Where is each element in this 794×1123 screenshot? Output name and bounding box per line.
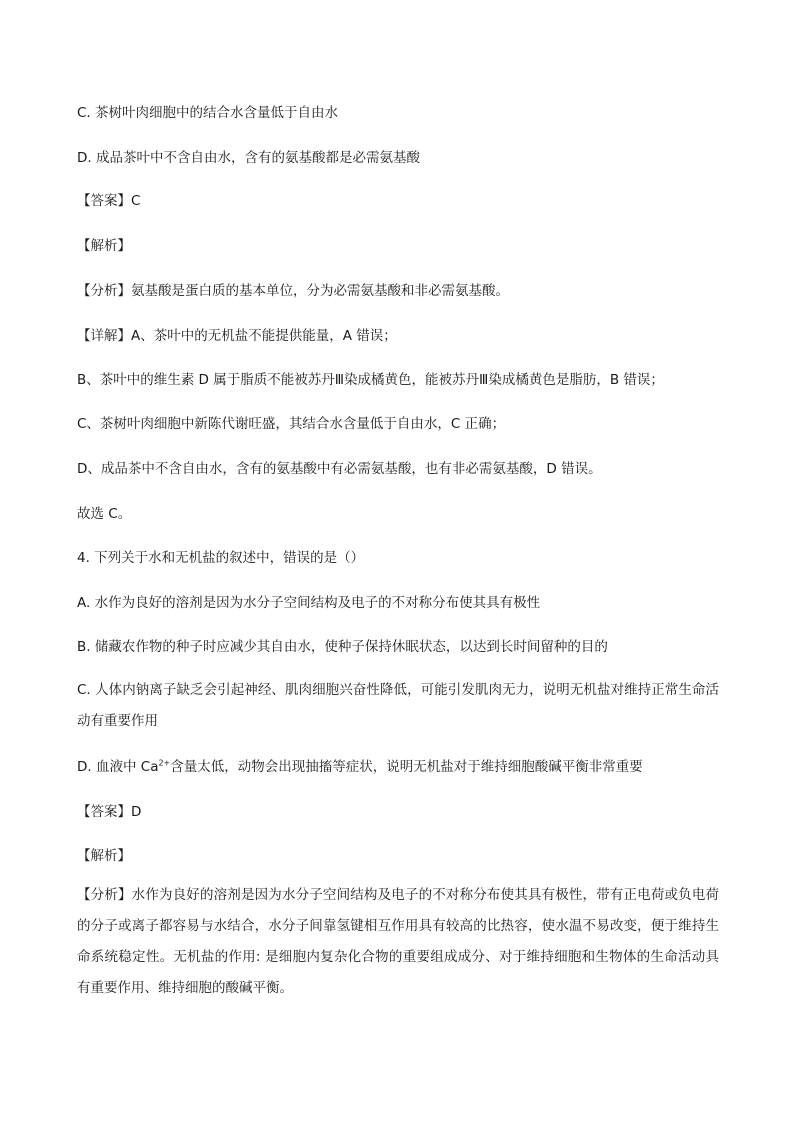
q4-option-d [77,757,643,777]
q4-option-d-after: 含量太低，动物会出现抽搐等症状，说明无机盐对于维持细胞酸碱平衡非常重要 [170,759,643,775]
q3-xiangjie-b: B、茶叶中的维生素 D 属于脂质不能被苏丹Ⅲ染成橘黄色，能被苏丹Ⅲ染成橘黄色是脂肪，B 错误； [77,372,664,388]
q4-option-a: A. 水作为良好的溶剂是因为水分子空间结构及电子的不对称分布使其具有极性 [77,595,541,611]
q3-option-c: C. 茶树叶肉细胞中的结合水含量低于自由水 [77,105,339,121]
q3-conclusion: 故选 C。 [77,506,132,522]
q4-answer: 【答案】D [77,804,142,820]
q3-xiangjie-c: C、茶树叶肉细胞中新陈代谢旺盛，其结合水含量低于自由水，C 正确； [77,416,506,432]
q3-xiangjie-d: D、成品茶中不含自由水，含有的氨基酸中有必需氨基酸，也有非必需氨基酸，D 错误。 [77,461,602,477]
q4-fenxi: 【分析】水作为良好的溶剂是因为水分子空间结构及电子的不对称分布使其具有极性，带有正电荷或负电荷的分子或离子都容易与水结合，水分子间靠氢键相互作用具有较高的比热容，使水温不易改变，便于维持生命系统稳定性。无机盐的作用: 是细胞内复杂化合物的重要组成成分、对于维持细胞和生物体的生命活动具有重要作用、维持细胞的酸碱平衡。 [77,887,719,996]
q4-option-c: C. 人体内钠离子缺乏会引起神经、肌肉细胞兴奋性降低，可能引发肌肉无力，说明无机盐对维持正常生命活动有重要作用 [77,682,719,729]
calcium-charge-superscript: 2+ [158,758,171,768]
q3-answer: 【答案】C [77,193,141,209]
q3-analysis-heading: 【解析】 [77,238,131,254]
q4-option-b: B. 储藏农作物的种子时应减少其自由水，使种子保持休眠状态，以达到长时间留种的目的 [77,639,608,655]
q3-xiangjie-a: 【详解】A、茶叶中的无机盐不能提供能量，A 错误； [77,328,397,344]
q4-stem: 4. 下列关于水和无机盐的叙述中，错误的是（） [77,550,365,566]
q3-option-d: D. 成品茶叶中不含自由水，含有的氨基酸都是必需氨基酸 [77,150,420,166]
q3-fenxi: 【分析】氨基酸是蛋白质的基本单位，分为必需氨基酸和非必需氨基酸。 [77,283,509,299]
q4-analysis-heading: 【解析】 [77,848,131,864]
q4-option-d-before: D. 血液中 Ca [77,759,159,775]
